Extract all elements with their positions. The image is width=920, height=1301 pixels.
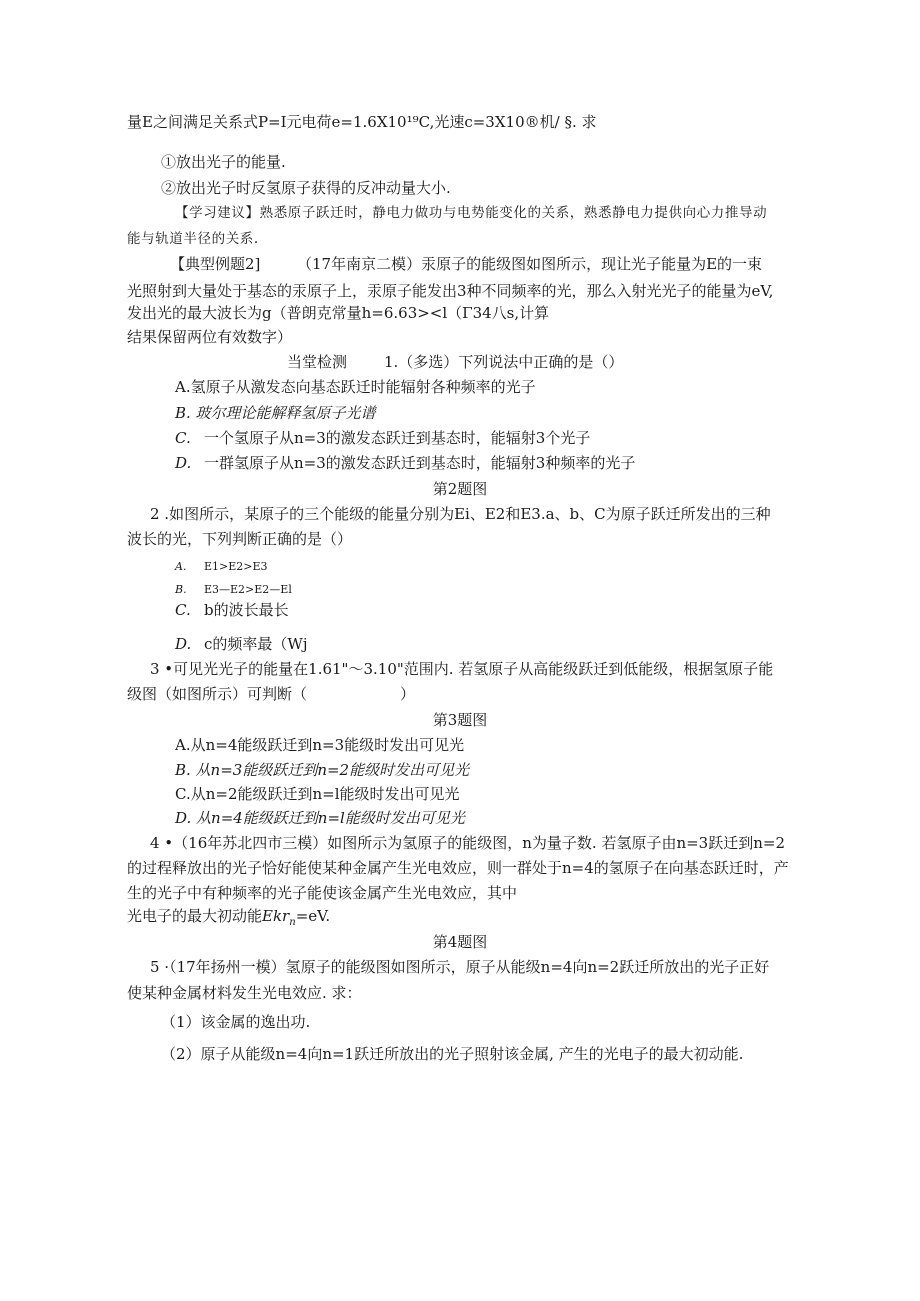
example-2-line-2: 光照射到大量处于基态的汞原子上，汞原子能发出3种不同频率的光，那么入射光光子的能量为eV, xyxy=(127,282,774,300)
question-1-option-d-label: D. xyxy=(175,454,192,472)
question-5-line-2: 使某种金属材料发生光电效应. 求： xyxy=(127,984,362,1002)
question-3-line-1: 3 •可见光光子的能量在1.61"～3.10"范围内. 若氢原子从高能级跃迁到低能级，根据氢原子能 xyxy=(150,660,774,678)
kinetic-energy-subscript: n xyxy=(289,917,296,928)
question-1-option-c-label: C. xyxy=(175,429,191,447)
question-1-option-b: B. 玻尔理论能解释氢原子光谱 xyxy=(175,404,376,422)
example-2-line-1: （17年南京二模）汞原子的能级图如图所示，现让光子能量为E的一束 xyxy=(297,255,763,273)
figure-caption-q3: 第3题图 xyxy=(432,711,488,729)
question-4-line-1: 4 •（16年苏北四市三模）如图所示为氢原子的能级图，n为量子数. 若氢原子由n=3跃迁到n=2 xyxy=(150,834,785,852)
question-2-option-d-label: D. xyxy=(175,635,192,653)
section-heading-in-class-test: 当堂检测 xyxy=(287,353,348,371)
question-5-subquestion-2: （2）原子从能级n=4向n=1跃迁所放出的光子照射该金属, 产生的光电子的最大初动能. xyxy=(161,1045,744,1063)
question-5-subquestion-1: （1）该金属的逸出功. xyxy=(161,1013,311,1031)
question-2-line-2: 波长的光，下列判断正确的是（） xyxy=(127,530,353,548)
intro-question-2: ②放出光子时反氢原子获得的反冲动量大小. xyxy=(161,179,451,197)
question-1-option-a: A.氢原子从激发态向基态跃迁时能辐射各种频率的光子 xyxy=(175,378,536,396)
question-3-line-2: 级图（如图所示）可判断（ xyxy=(127,685,308,703)
question-4-line-4-suffix: =eV. xyxy=(295,907,331,925)
figure-caption-q2: 第2题图 xyxy=(432,480,488,498)
question-3-option-c: C.从n=2能级跃迁到n=l能级时发出可见光 xyxy=(175,785,460,803)
example-2-line-4: 结果保留两位有效数字） xyxy=(127,328,293,346)
question-4-line-2: 的过程释放出的光子恰好能使某种金属产生光电效应，则一群处于n=4的氢原子在向基态跃迁时，产 xyxy=(127,859,789,877)
question-2-option-b: E3—E2>E2—El xyxy=(204,583,292,596)
intro-question-1: ①放出光子的能量. xyxy=(161,153,286,171)
question-2-option-c-label: C. xyxy=(175,601,191,619)
example-2-heading: 【典型例题2] xyxy=(170,255,261,273)
example-2-line-3: 发出光的最大波长为g（普朗克常量h=6.63><l（Γ34八s,计算 xyxy=(127,304,550,322)
question-4-line-4 xyxy=(127,906,330,933)
question-3-line-2-end: ） xyxy=(400,685,416,703)
study-tip-line-1: 【学习建议】熟悉原子跃迁时，静电力做功与电势能变化的关系，熟悉静电力提供向心力推导动 xyxy=(175,205,768,221)
question-4-line-3: 生的光子中有种频率的光子能使该金属产生光电效应，其中 xyxy=(127,884,518,902)
question-2-option-a-label: A. xyxy=(175,560,187,573)
question-3-option-a: A.从n=4能级跃迁到n=3能级时发出可见光 xyxy=(175,736,465,754)
question-1-stem: 1.（多选）下列说法中正确的是（） xyxy=(384,353,624,371)
kinetic-energy-symbol: Ekr xyxy=(262,907,290,925)
question-4-line-4-prefix: 光电子的最大初动能 xyxy=(127,907,263,925)
question-3-option-b: B. 从n=3能级跃迁到n=2能级时发出可见光 xyxy=(175,761,470,779)
question-2-option-d: c的频率最（Wj xyxy=(204,635,308,653)
question-1-option-d: 一群氢原子从n=3的激发态跃迁到基态时，能辐射3种频率的光子 xyxy=(204,454,636,472)
question-3-option-d: D. 从n=4能级跃迁到n=l能级时发出可见光 xyxy=(175,809,465,827)
question-5-line-1: 5 ·（17年扬州一模）氢原子的能级图如图所示，原子从能级n=4向n=2跃迁所放出的光子正好 xyxy=(150,958,770,976)
question-2-option-b-label: B. xyxy=(175,583,187,596)
study-tip-line-2: 能与轨道半径的关系. xyxy=(127,231,259,247)
question-1-option-c: 一个氢原子从n=3的激发态跃迁到基态时，能辐射3个光子 xyxy=(204,429,591,447)
intro-line: 量E之间满足关系式P=I元电荷e=1.6X10¹⁹C,光速c=3X10®机/ §. 求 xyxy=(127,113,597,131)
question-2-option-c: b的波长最长 xyxy=(204,601,289,619)
figure-caption-q4: 第4题图 xyxy=(432,933,488,951)
question-2-line-1: 2 .如图所示，某原子的三个能级的能量分别为Ei、E2和E3.a、b、C为原子跃迁所发出的三种 xyxy=(150,505,771,523)
question-2-option-a: E1>E2>E3 xyxy=(204,560,268,573)
